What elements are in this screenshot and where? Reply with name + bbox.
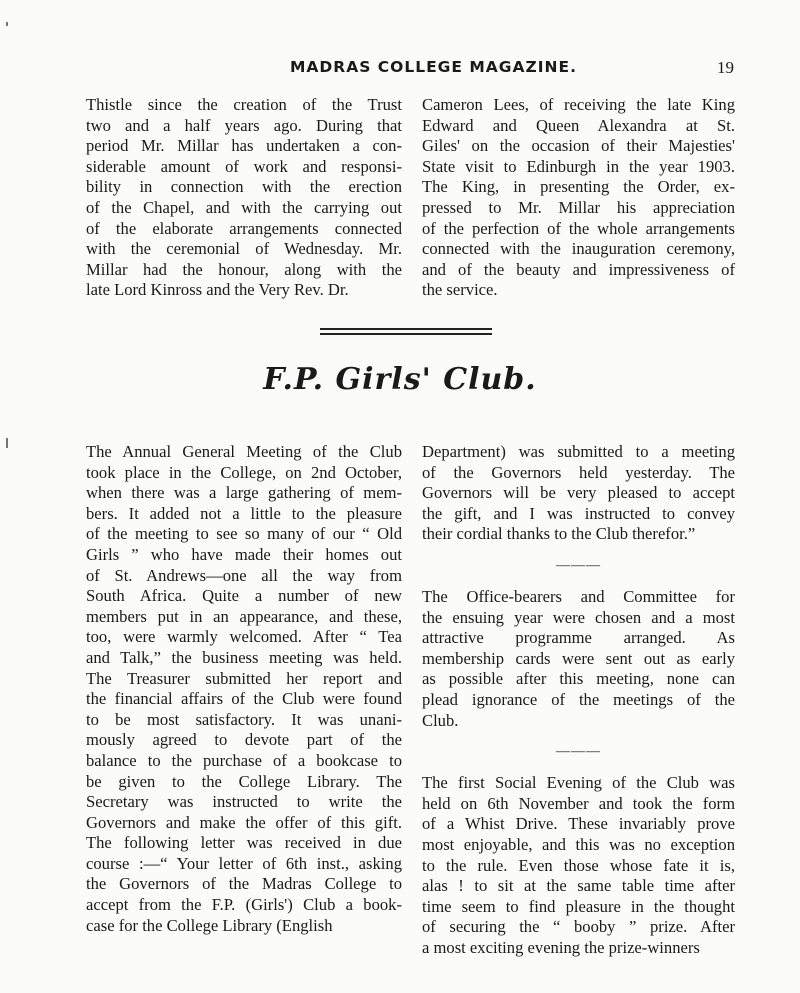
text-line: the ensuing year were chosen and a most	[422, 607, 735, 627]
text-line: The King, in presenting the Order, ex-	[422, 177, 735, 197]
paragraph	[422, 442, 735, 545]
text-line: course :—“ Your letter of 6th inst., asking	[86, 853, 402, 873]
rule-line	[320, 328, 492, 330]
paragraph	[422, 773, 735, 958]
text-line: too, were warmly welcomed. After “ Tea	[86, 627, 402, 647]
text-line: Millar had the honour, along with the	[86, 259, 402, 279]
text-line: most enjoyable, and this was no exception	[422, 834, 735, 854]
text-line: mously agreed to devote part of the	[86, 730, 402, 750]
text-line: their cordial thanks to the Club therefor.”	[422, 524, 696, 544]
text-line: be given to the College Library. The	[86, 771, 402, 791]
text-line: pressed to Mr. Millar his appreciation	[422, 197, 735, 217]
section-title: F.P. Girls' Club.	[263, 362, 537, 397]
text-line: held on 6th November and took the form	[422, 793, 735, 813]
text-line: the gift, and I was instructed to convey	[422, 503, 735, 523]
text-line: and of the beauty and impressiveness of	[422, 259, 735, 279]
rule-line	[320, 333, 492, 335]
paragraph-separator: ———	[556, 744, 601, 760]
text-line: time seem to find pleasure in the thought	[422, 896, 735, 916]
text-line: took place in the College, on 2nd October,	[86, 462, 402, 482]
text-line: The Annual General Meeting of the Club	[86, 442, 402, 461]
text-line: the service.	[422, 280, 498, 300]
text-line: Department) was submitted to a meeting	[422, 442, 735, 461]
text-line: Governors will be very pleased to accept	[422, 483, 735, 503]
top-right-column	[422, 95, 735, 301]
text-line: State visit to Edinburgh in the year 1903.	[422, 156, 735, 176]
text-line: members put in an appearance, and these,	[86, 606, 402, 626]
text-line: connected with the inauguration ceremony,	[422, 239, 735, 259]
text-line: Secretary was instructed to write the	[86, 792, 402, 812]
text-line: accept from the F.P. (Girls') Club a book-	[86, 895, 402, 915]
paragraph-separator: ———	[556, 557, 601, 573]
text-line: with the ceremonial of Wednesday. Mr.	[86, 239, 402, 259]
text-line: Girls ” who have made their homes out	[86, 544, 402, 564]
text-line: of the Governors held yesterday. The	[422, 462, 735, 482]
edge-mark	[6, 438, 8, 448]
bottom-left-column	[86, 442, 402, 936]
top-left-column	[86, 95, 402, 301]
text-line: plead ignorance of the meetings of the	[422, 689, 735, 709]
magazine-title: MADRAS COLLEGE MAGAZINE.	[290, 58, 577, 76]
bottom-right-column	[422, 442, 735, 958]
text-line: the Governors of the Madras College to	[86, 874, 402, 894]
text-line: The Office-bearers and Committee for	[422, 586, 735, 606]
text-line: membership cards were sent out as early	[422, 648, 735, 668]
text-line: of the elaborate arrangements connected	[86, 218, 402, 238]
text-line: case for the College Library (English	[86, 915, 333, 935]
text-line: balance to the purchase of a bookcase to	[86, 750, 402, 770]
text-line: of a Whist Drive. These invariably prove	[422, 814, 735, 834]
text-line: of the meeting to see so many of our “ Old	[86, 524, 402, 544]
text-line: of securing the “ booby ” prize. After	[422, 917, 735, 937]
text-line: siderable amount of work and responsi-	[86, 156, 402, 176]
text-line: Club.	[422, 710, 459, 730]
text-line: bility in connection with the erection	[86, 177, 402, 197]
text-line: bers. It added not a little to the pleasure	[86, 503, 402, 523]
text-line: Giles' on the occasion of their Majesties'	[422, 136, 735, 156]
paragraph	[86, 95, 402, 301]
edge-mark	[6, 22, 8, 26]
text-line: and Talk,” the business meeting was held.	[86, 647, 402, 667]
text-line: Governors and make the offer of this gift.	[86, 812, 402, 832]
text-line: when there was a large gathering of mem-	[86, 483, 402, 503]
paragraph	[422, 95, 735, 301]
text-line: The first Social Evening of the Club was	[422, 773, 735, 793]
text-line: attractive programme arranged. As	[422, 628, 735, 648]
paragraph	[422, 587, 735, 731]
text-line: The Treasurer submitted her report and	[86, 668, 402, 688]
text-line: to the rule. Even those whose fate it is,	[422, 855, 735, 875]
paragraph	[86, 442, 402, 936]
text-line: South Africa. Quite a number of new	[86, 586, 402, 606]
double-rule-divider	[320, 328, 492, 336]
text-line: of the Chapel, and with the carrying out	[86, 197, 402, 217]
text-line: The following letter was received in due	[86, 833, 402, 853]
text-line: alas ! to sit at the same table time after	[422, 876, 735, 896]
text-line: of St. Andrews—one all the way from	[86, 565, 402, 585]
text-line: Edward and Queen Alexandra at St.	[422, 115, 735, 135]
text-line: a most exciting evening the prize-winners	[422, 937, 700, 957]
text-line: period Mr. Millar has undertaken a con-	[86, 136, 402, 156]
text-line: to be most satisfactory. It was unani-	[86, 709, 402, 729]
text-line: two and a half years ago. During that	[86, 115, 402, 135]
text-line: late Lord Kinross and the Very Rev. Dr.	[86, 280, 349, 300]
text-line: as possible after this meeting, none can	[422, 669, 735, 689]
text-line: of the perfection of the whole arrangements	[422, 218, 735, 238]
text-line: Thistle since the creation of the Trust	[86, 95, 402, 114]
text-line: Cameron Lees, of receiving the late King	[422, 95, 735, 114]
text-line: the financial affairs of the Club were found	[86, 689, 402, 709]
page-number: 19	[717, 58, 734, 77]
page-header	[84, 58, 734, 80]
